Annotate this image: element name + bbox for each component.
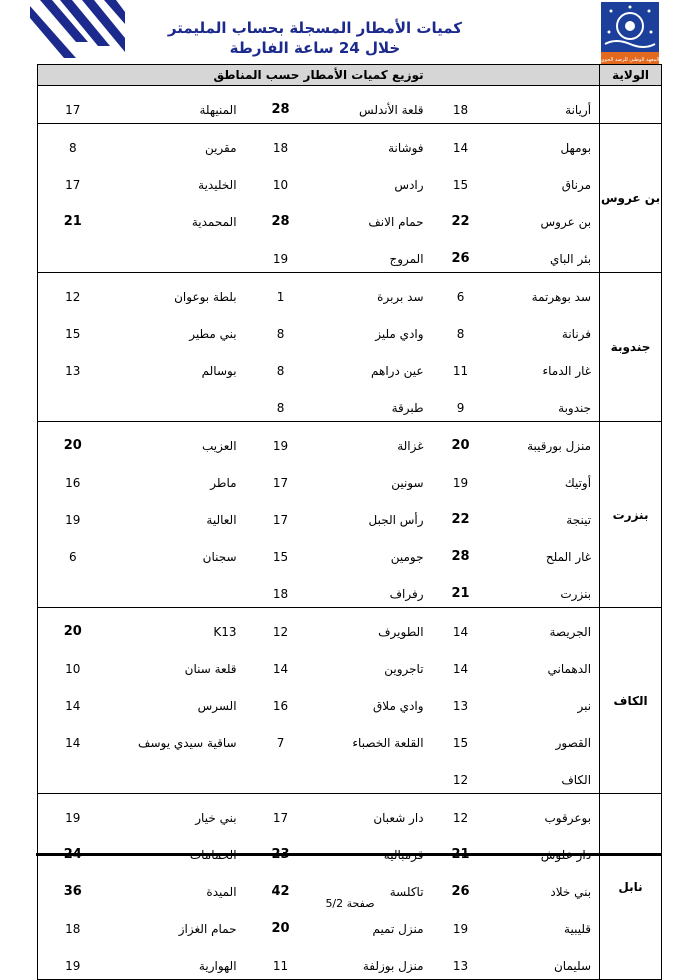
rainfall-value: 14 [272,662,289,676]
rainfall-value: 8 [276,364,285,378]
station-name: جندوبة [490,384,600,422]
station-name: القلعة الخصباء [352,736,424,750]
table-row [38,570,662,608]
station-name: وادي ملاق [372,699,424,713]
station-name: الميدة [206,885,237,899]
title-line-1: كميات الأمطار المسجلة بحساب المليمتر [167,19,462,37]
header-governorate: الولاية [600,65,662,86]
rainfall-value: 20 [271,921,290,936]
page-title [168,18,462,58]
station-name: بني خيار [108,794,245,832]
station-name: منزل بورقيبة [490,422,600,460]
rainfall-value [38,570,108,608]
table-row [38,831,662,868]
station-name: عين دراهم [371,364,424,378]
station-name: فوشانة [317,124,432,162]
station-name: المنيهلة [108,86,245,124]
rainfall-value: 19 [452,922,469,936]
station-name: الطويرف [317,608,432,646]
rainfall-value: 9 [432,384,490,422]
rainfall-value: 8 [245,384,317,422]
rainfall-value: 6 [432,273,490,311]
table-row [38,161,662,198]
station-name: وادي مليز [375,327,424,341]
rainfall-value: 15 [272,550,289,564]
table-row [38,459,662,496]
rainfall-value: 28 [451,549,470,564]
governorate-cell: بن عروس [600,124,662,273]
rainfall-value: 42 [271,884,290,899]
station-name: K13 [108,608,245,646]
rainfall-value: 14 [38,682,108,719]
rainfall-value: 17 [245,794,317,832]
table-row [38,905,662,942]
rainfall-value: 17 [272,476,289,490]
rainfall-value: 13 [432,942,490,980]
rainfall-value: 18 [38,905,108,942]
station-name: سد بوهرتمة [490,273,600,311]
station-name: سد بربرة [317,273,432,311]
station-name: الكاف [490,756,600,794]
station-name: قليبية [490,905,600,942]
rainfall-value: 20 [38,608,108,646]
rainfall-value: 10 [38,645,108,682]
rainfall-value: 14 [38,719,108,756]
station-name [317,756,432,794]
station-name: الجريصة [490,608,600,646]
table-bottom-rule [36,853,662,856]
governorate-cell [600,86,662,124]
station-name: قلعة الأندلس [317,86,432,124]
rainfall-value: 17 [272,513,289,527]
station-name: السرس [197,699,237,713]
rainfall-value: 13 [38,347,108,384]
station-name: الهوارية [108,942,245,980]
station-name: ساقية سيدي يوسف [138,736,237,750]
rainfall-value: 12 [245,608,317,646]
table-row [38,942,662,980]
table-row [38,198,662,235]
station-name: سليمان [490,942,600,980]
rainfall-value: 11 [452,364,469,378]
rainfall-value: 20 [432,422,490,460]
station-name: جومين [390,550,424,564]
table-row [38,347,662,384]
station-name [490,831,600,868]
rainfall-value: 36 [38,868,108,905]
station-name: طبرقة [317,384,432,422]
rainfall-value: 18 [432,86,490,124]
rainfall-value: 17 [38,161,108,198]
station-name: غار الدماء [490,347,600,384]
governorate-cell: الكاف [600,608,662,794]
rainfall-value [38,384,108,422]
station-name [108,831,245,868]
rainfall-value: 19 [38,496,108,533]
station-name: بن عروس [490,198,600,235]
page-number: صفحة 5/2 [325,897,375,910]
rainfall-value: 6 [38,533,108,570]
station-name: المحمدية [191,215,237,229]
rainfall-value: 14 [432,124,490,162]
governorate-cell: نابل [600,794,662,980]
rainfall-value: 15 [452,178,469,192]
governorate-cell: بنزرت [600,422,662,608]
station-name: سونين [391,476,424,490]
rainfall-value: 22 [451,214,470,229]
logo-text: المعهد الوطني للرصد الجوي [601,57,659,63]
rainfall-value [38,756,108,794]
station-name: الدهماني [490,645,600,682]
rainfall-value: 15 [452,736,469,750]
rainfall-value: 14 [432,608,490,646]
table-row [38,608,662,646]
station-name: الخليدية [198,178,237,192]
table-row [38,86,662,124]
table-row [38,273,662,311]
station-name [108,570,245,608]
station-name: أوتيك [490,459,600,496]
station-name: العزيب [108,422,245,460]
station-name: حمام الغزاز [178,922,237,936]
station-name: قلعة سنان [184,662,237,676]
station-name [108,384,245,422]
rainfall-value: 1 [245,273,317,311]
rainfall-value: 19 [38,942,108,980]
rainfall-value: 26 [451,884,470,899]
rainfall-value: 7 [276,736,285,750]
rainfall-value [38,831,108,868]
station-name: بني مطير [189,327,237,341]
station-name: بوعرقوب [490,794,600,832]
station-name: أريانة [490,86,600,124]
station-name: مرناق [490,161,600,198]
rainfall-value: 12 [38,273,108,311]
institute-logo [601,2,659,64]
station-name: بلطة بوعوان [108,273,245,311]
station-name: رفراف [317,570,432,608]
rainfall-value: 20 [38,422,108,460]
station-name: تاجروين [384,662,424,676]
table-row [38,533,662,570]
table-row [38,756,662,794]
rainfall-value: 8 [38,124,108,162]
rainfall-value: 15 [38,310,108,347]
station-name [108,235,245,273]
rainfall-value: 22 [451,512,470,527]
table-row [38,645,662,682]
station-name: رادس [394,178,424,192]
table-row [38,235,662,273]
station-name: بومهل [490,124,600,162]
rainfall-value: 14 [452,662,469,676]
rainfall-value: 19 [245,422,317,460]
table-body [38,86,662,980]
rainfall-value: 19 [452,476,469,490]
station-name: بني خلاد [490,868,600,905]
station-name: ماطر [210,476,237,490]
rainfall-value: 8 [276,327,285,341]
rainfall-value: 21 [38,198,108,235]
table-row [38,422,662,460]
rainfall-value: 16 [272,699,289,713]
rainfall-value [245,756,317,794]
station-name: فرنانة [490,310,600,347]
table-row [38,719,662,756]
rainfall-value: 12 [432,756,490,794]
station-name: غزالة [317,422,432,460]
rainfall-value: 21 [432,570,490,608]
station-name: بوسالم [201,364,237,378]
table-row [38,794,662,832]
rainfall-value: 26 [432,235,490,273]
station-name: بنزرت [490,570,600,608]
rainfall-value: 17 [38,86,108,124]
station-name: غار الملح [490,533,600,570]
governorate-cell: جندوبة [600,273,662,422]
station-name: القصور [490,719,600,756]
rainfall-value: 16 [38,459,108,496]
rainfall-value [245,831,317,868]
rainfall-value: 8 [456,327,465,341]
station-name: تاكلسة [389,885,424,899]
rainfall-value [432,831,490,868]
station-name: سجنان [202,550,237,564]
table-row [38,124,662,162]
decorative-stripes [30,0,125,62]
station-name: مقرين [108,124,245,162]
rainfall-value: 28 [245,86,317,124]
station-name [317,831,432,868]
rainfall-value: 18 [245,124,317,162]
rainfall-value [38,235,108,273]
station-name: رأس الجبل [368,513,424,527]
rainfall-value: 10 [272,178,289,192]
rainfall-table [37,64,662,980]
rainfall-value: 12 [432,794,490,832]
station-name: نبر [490,682,600,719]
station-name: المروج [317,235,432,273]
table-row [38,310,662,347]
station-name: منزل بوزلفة [317,942,432,980]
table-row [38,496,662,533]
table-row [38,384,662,422]
rainfall-value: 13 [452,699,469,713]
station-name: العالية [206,513,237,527]
station-name: بئر الباي [490,235,600,273]
station-name [108,756,245,794]
rainfall-value: 19 [245,235,317,273]
station-name: حمام الانف [368,215,424,229]
station-name: دار شعبان [317,794,432,832]
station-name: تينجة [490,496,600,533]
station-name: منزل تميم [372,922,424,936]
rainfall-value: 19 [38,794,108,832]
header-distribution: توزيع كميات الأمطار حسب المناطق [38,65,600,86]
title-line-2: خلال 24 ساعة الفارطة [229,39,401,57]
rainfall-value: 28 [271,214,290,229]
rainfall-value: 18 [245,570,317,608]
table-row [38,682,662,719]
rainfall-value: 11 [245,942,317,980]
